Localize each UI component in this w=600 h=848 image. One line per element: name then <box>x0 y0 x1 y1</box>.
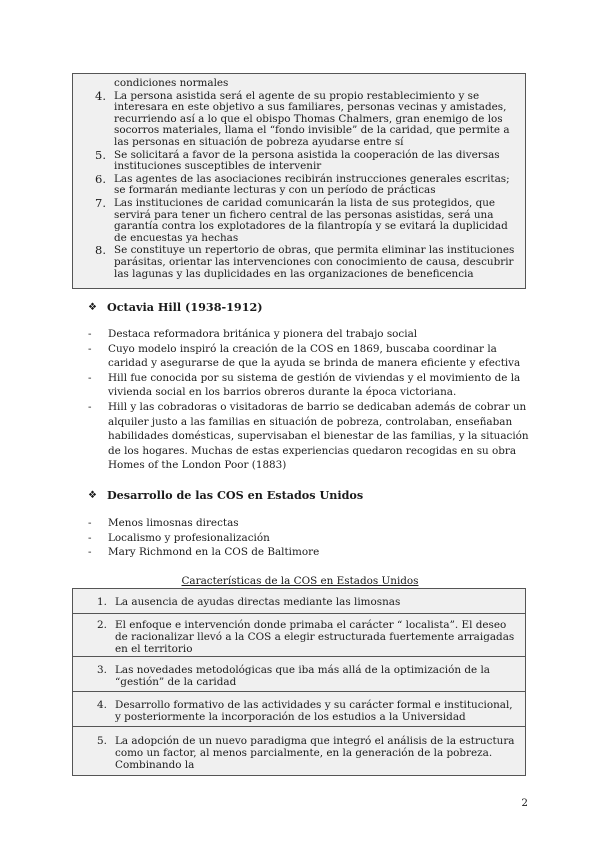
row-text: La adopción de un nuevo paradigma que integró el análisis de la estructura como un factor, al menos parcialmente, en la generación de la pobreza. Combinando la <box>115 735 515 771</box>
row-number: 3. <box>97 664 107 676</box>
section-heading-us-development <box>88 488 363 502</box>
row-text: Desarrollo formativo de las actividades y su carácter formal e institucional, y posteriormente la incorporación de los estudios a la Universidad <box>115 699 513 723</box>
list-continuation: condiciones normales <box>114 77 229 89</box>
diamond-bullet-icon: ❖ <box>88 489 97 501</box>
table-row <box>73 614 525 657</box>
row-text: Las novedades metodológicas que iba más allá de la optimización de la “gestión” de la caridad <box>115 664 491 688</box>
list-item <box>95 171 517 197</box>
list-item <box>88 327 536 342</box>
dash-bullet-icon: - <box>88 342 92 355</box>
list-item-text: Hill fue conocida por su sistema de gestión de viviendas y el movimiento de la vivienda social en los barrios obreros durante la época victoriana. <box>108 371 521 399</box>
us-development-list <box>88 516 536 560</box>
list-item-number: 4. <box>95 88 106 103</box>
list-item-text: Localismo y profesionalización <box>108 531 270 544</box>
list-item <box>95 245 517 280</box>
dash-bullet-icon: - <box>88 531 92 544</box>
dash-bullet-icon: - <box>88 371 92 384</box>
section-title: Octavia Hill (1938-1912) <box>106 300 263 314</box>
list-item-number: 8. <box>95 243 106 258</box>
octavia-hill-list <box>88 327 536 473</box>
list-item-text: Se constituye un repertorio de obras, que permita eliminar las instituciones parásitas, orientar las intervenciones con conocimiento de causa, descubrir las lagunas y las duplicidades en las organizaciones de beneficencia <box>114 244 515 280</box>
table-row <box>73 727 525 776</box>
table-row <box>73 657 525 692</box>
list-item-number: 7. <box>95 195 106 210</box>
row-number: 1. <box>97 596 107 608</box>
cos-principles-box <box>72 73 526 289</box>
section-title: Desarrollo de las COS en Estados Unidos <box>106 488 364 502</box>
list-item-text: Hill y las cobradoras o visitadoras de barrio se dedicaban además de cobrar un alquiler justo a las familias en situación de pobreza, controlaban, enseñaban habilidades domésticas, supervisaban el bienestar de las familias, y la situación de los hogares. Muchas de estas experiencias quedaron recogidas en su obra Homes of the London Poor (1883) <box>108 400 529 472</box>
list-item <box>88 400 536 473</box>
list-item <box>88 545 536 560</box>
list-item-text: Mary Richmond en la COS de Baltimore <box>108 546 320 559</box>
row-number: 5. <box>97 735 107 747</box>
list-item-number: 5. <box>95 147 106 162</box>
list-item <box>88 342 536 371</box>
list-item <box>95 88 517 149</box>
dash-bullet-icon: - <box>88 517 92 529</box>
dash-bullet-icon: - <box>88 546 92 559</box>
row-text: La ausencia de ayudas directas mediante las limosnas <box>115 596 401 608</box>
diamond-bullet-icon: ❖ <box>88 301 97 313</box>
list-item <box>95 195 517 244</box>
section-heading-octavia-hill <box>88 300 263 314</box>
list-item <box>95 147 517 173</box>
list-item-text: La persona asistida será el agente de su propio restablecimiento y se interesara en este objetivo a sus familiares, personas vecinas y amistades, recurriendo así a lo que el obispo Thomas Chalmers, gran enemigo de los socorros materiales, llama el “fondo invisible” de la caridad, que permite a las personas en situación de pobreza ayudarse entre sí <box>114 89 510 148</box>
row-text: El enfoque e intervención donde primaba el carácter “ localista”. El deseo de racionalizar llevó a la COS a elegir estructurada fuertemente arraigadas en el territorio <box>115 619 515 655</box>
list-item-text: Las instituciones de caridad comunicarán la lista de sus protegidos, que servirá para tener un fichero central de las personas asistidas, será una garantía contra los explotadores de la filantropía y se evitará la duplicidad de encuestas ya hechas <box>114 196 508 244</box>
list-item-text: Se solicitará a favor de la persona asistida la cooperación de las diversas instituciones susceptibles de intervenir <box>114 148 500 173</box>
dash-bullet-icon: - <box>88 400 92 413</box>
table-caption: Características de la COS en Estados Unidos <box>181 575 419 587</box>
row-number: 4. <box>97 699 107 711</box>
table-row <box>73 692 525 727</box>
list-item-text: Cuyo modelo inspiró la creación de la COS en 1869, buscaba coordinar la caridad y asegurarse de que la ayuda se brinda de manera eficiente y efectiva <box>108 342 521 370</box>
table-row <box>73 589 525 614</box>
cos-us-characteristics-table <box>72 588 526 776</box>
list-item <box>88 516 536 531</box>
list-item-text: Las agentes de las asociaciones recibirán instrucciones generales escritas; se formarán mediante lecturas y con un período de prácticas <box>114 172 510 197</box>
list-item-text: Destaca reformadora británica y pionera del trabajo social <box>108 328 418 340</box>
list-item-text: Menos limosnas directas <box>108 517 239 529</box>
page-number: 2 <box>521 797 528 809</box>
row-number: 2. <box>97 619 107 631</box>
list-item <box>88 531 536 546</box>
list-item-number: 6. <box>95 171 106 186</box>
list-item <box>88 371 536 400</box>
dash-bullet-icon: - <box>88 328 92 340</box>
